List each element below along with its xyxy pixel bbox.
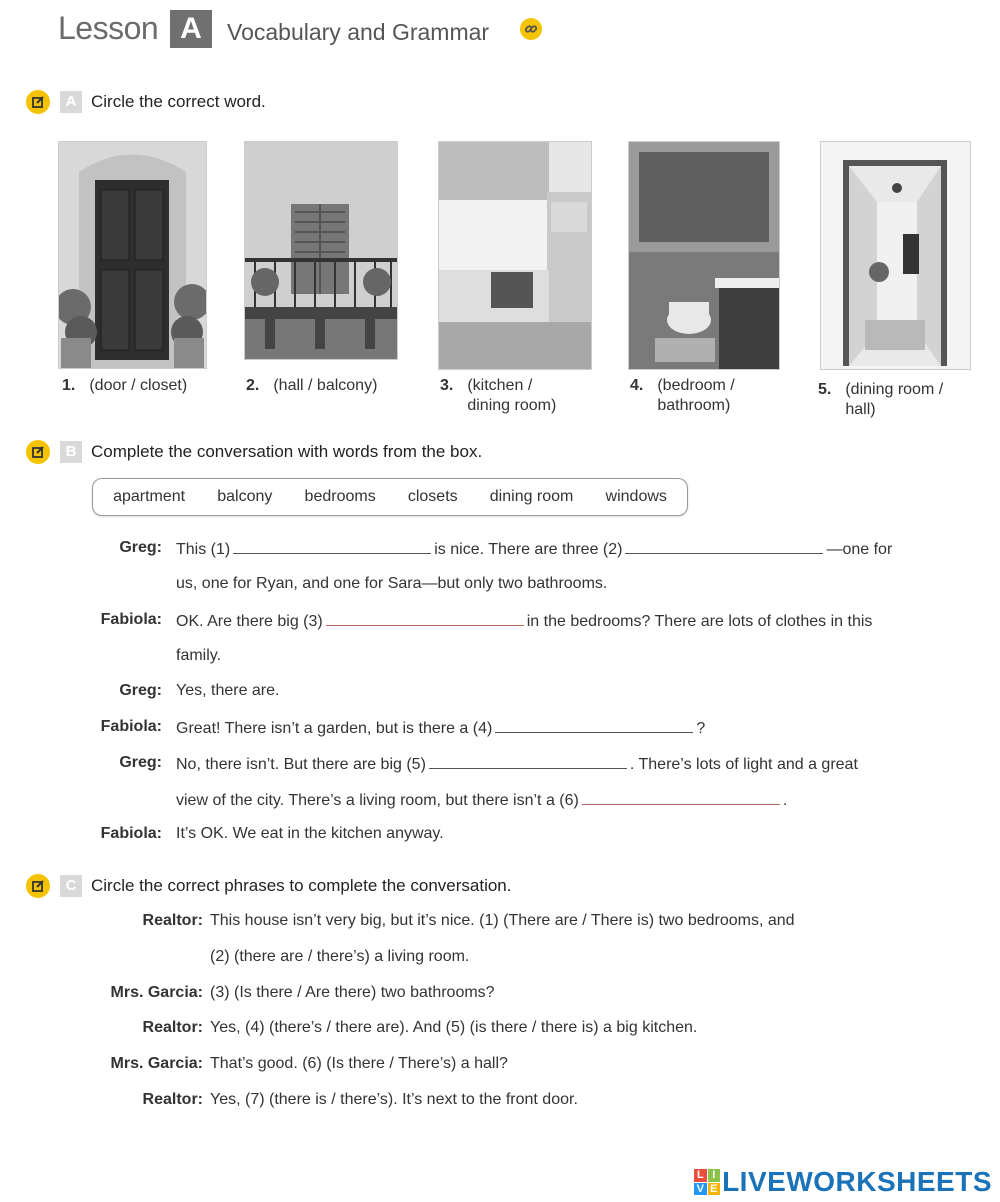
- dialogue-line[interactable]: This house isn’t very big, but it’s nice. (1) (There are / There is) two bedrooms, and: [210, 912, 795, 929]
- kitchen-photo: [438, 141, 592, 370]
- item-1-caption: [62, 376, 187, 396]
- link-icon[interactable]: [520, 18, 542, 40]
- dialogue-line: Yes, there are.: [176, 682, 280, 699]
- item-number: 5.: [818, 381, 832, 398]
- item-options[interactable]: (bedroom / bathroom): [657, 377, 735, 414]
- speaker-label: Mrs. Garcia:: [110, 984, 203, 1001]
- word-box-item: windows: [605, 488, 667, 505]
- answer-blank-5[interactable]: [429, 754, 627, 769]
- bathroom-photo: [628, 141, 780, 370]
- section-c-letter: C: [60, 875, 82, 897]
- dialogue-line: No, there isn’t. But there are big (5) . There’s lots of light and a great: [176, 756, 858, 773]
- lesson-letter-badge: A: [170, 10, 212, 48]
- speaker-label: Greg:: [119, 754, 162, 771]
- speaker-label: Realtor:: [142, 1019, 203, 1036]
- dialogue-line: Great! There isn’t a garden, but is there a (4) ?: [176, 720, 706, 737]
- page-title: Vocabulary and Grammar: [227, 19, 490, 45]
- dialogue-line: us, one for Ryan, and one for Sara—but only two bathrooms.: [176, 575, 608, 592]
- item-options[interactable]: (kitchen / dining room): [467, 377, 557, 414]
- hall-photo: [820, 141, 971, 370]
- speaker-label: Mrs. Garcia:: [110, 1055, 203, 1072]
- speaker-label: Realtor:: [142, 912, 203, 929]
- speaker-label: Greg:: [119, 682, 162, 699]
- item-5-caption: [818, 380, 943, 420]
- edit-icon: [26, 440, 50, 464]
- dialogue-line: This (1) is nice. There are three (2) —one for: [176, 541, 893, 558]
- item-options[interactable]: (dining room / hall): [845, 381, 944, 418]
- speaker-label: Realtor:: [142, 1091, 203, 1108]
- item-options[interactable]: (door / closet): [89, 377, 188, 394]
- dialogue-line[interactable]: Yes, (4) (there’s / there are). And (5) (is there / there is) a big kitchen.: [210, 1019, 698, 1036]
- answer-blank-2[interactable]: [625, 539, 823, 554]
- item-2-caption: [246, 376, 377, 396]
- item-number: 2.: [246, 377, 260, 394]
- word-box-item: closets: [407, 488, 458, 505]
- answer-blank-3[interactable]: [326, 611, 524, 626]
- dialogue-line: view of the city. There’s a living room, but there isn’t a (6) .: [176, 792, 788, 809]
- dialogue-line: OK. Are there big (3) in the bedrooms? There are lots of clothes in this: [176, 613, 873, 630]
- item-number: 1.: [62, 377, 76, 394]
- edit-icon: [26, 874, 50, 898]
- balcony-photo: [244, 141, 398, 360]
- item-3-caption: [440, 376, 556, 416]
- dialogue-line[interactable]: (2) (there are / there’s) a living room.: [210, 948, 470, 965]
- dialogue-line[interactable]: (3) (Is there / Are there) two bathrooms?: [210, 984, 495, 1001]
- liveworksheets-logo[interactable]: [694, 1166, 992, 1198]
- section-b-title: Complete the conversation with words from the box.: [91, 442, 483, 461]
- dialogue-line[interactable]: That’s good. (6) (Is there / There’s) a hall?: [210, 1055, 508, 1072]
- dialogue-line[interactable]: Yes, (7) (there is / there’s). It’s next to the front door.: [210, 1091, 578, 1108]
- item-options[interactable]: (hall / balcony): [273, 377, 378, 394]
- dialogue-line: It’s OK. We eat in the kitchen anyway.: [176, 825, 444, 842]
- section-a-letter: A: [60, 91, 82, 113]
- word-box-item: apartment: [113, 488, 186, 505]
- brand-name: LIVEWORKSHEETS: [722, 1166, 992, 1197]
- lesson-label: Lesson: [58, 10, 159, 46]
- speaker-label: Fabiola:: [100, 825, 162, 842]
- speaker-label: Greg:: [119, 539, 162, 556]
- section-c-title: Circle the correct phrases to complete the conversation.: [91, 876, 512, 895]
- answer-blank-4[interactable]: [495, 718, 693, 733]
- speaker-label: Fabiola:: [100, 718, 162, 735]
- answer-blank-6[interactable]: [582, 790, 780, 805]
- door-photo: [58, 141, 207, 369]
- answer-blank-1[interactable]: [233, 539, 431, 554]
- edit-icon: [26, 90, 50, 114]
- item-4-caption: [630, 376, 735, 416]
- brand-logo-icon: L I V E: [694, 1169, 720, 1195]
- section-a-title: Circle the correct word.: [91, 92, 266, 111]
- word-box: [92, 478, 688, 516]
- word-box-item: dining room: [489, 488, 574, 505]
- dialogue-line: family.: [176, 647, 222, 664]
- item-number: 4.: [630, 377, 644, 394]
- item-number: 3.: [440, 377, 454, 394]
- word-box-item: balcony: [217, 488, 273, 505]
- word-box-item: bedrooms: [304, 488, 376, 505]
- section-b-letter: B: [60, 441, 82, 463]
- speaker-label: Fabiola:: [100, 611, 162, 628]
